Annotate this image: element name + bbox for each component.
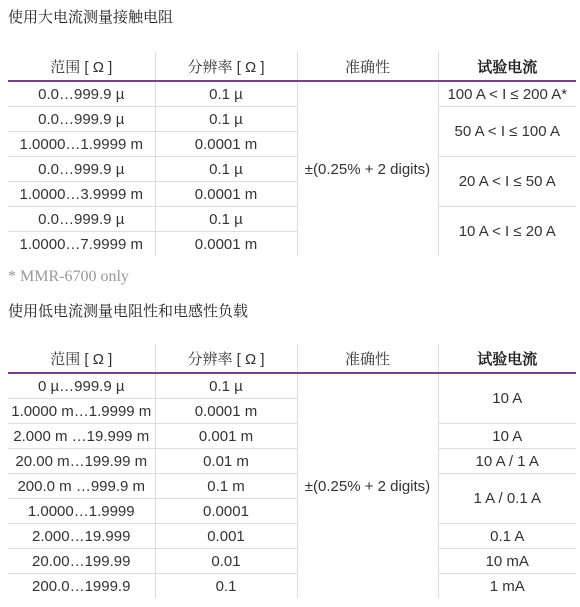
current-cell: 10 A: [438, 424, 576, 449]
current-cell: 100 A < I ≤ 200 A*: [438, 81, 576, 107]
contact-resistance-table: [8, 52, 576, 256]
current-cell: 20 A < I ≤ 50 A: [438, 157, 576, 207]
table-row: [8, 81, 576, 107]
table-row: [8, 524, 576, 549]
resolution-cell: 0.01 m: [155, 449, 297, 474]
resolution-cell: 0.0001 m: [155, 132, 297, 157]
range-cell: 2.000 m …19.999 m: [8, 424, 155, 449]
current-cell: 10 A / 1 A: [438, 449, 576, 474]
range-cell: 0.0…999.9 µ: [8, 107, 155, 132]
table-header-row: [8, 52, 576, 81]
resolution-cell: 0.001: [155, 524, 297, 549]
resolution-cell: 0.1 µ: [155, 81, 297, 107]
header-range: 范围 [ Ω ]: [8, 344, 155, 373]
table-row: [8, 449, 576, 474]
range-cell: 0.0…999.9 µ: [8, 207, 155, 232]
table2-title: 使用低电流测量电阻性和电感性负载: [8, 302, 249, 320]
current-cell: 0.1 A: [438, 524, 576, 549]
current-cell: 50 A < I ≤ 100 A: [438, 107, 576, 157]
resolution-cell: 0.1 µ: [155, 207, 297, 232]
current-cell: 1 A / 0.1 A: [438, 474, 576, 524]
range-cell: 0.0…999.9 µ: [8, 157, 155, 182]
accuracy-cell: ±(0.25% + 2 digits): [297, 373, 438, 598]
table-row: [8, 549, 576, 574]
header-accuracy: 准确性: [297, 344, 438, 373]
low-current-table: [8, 344, 576, 598]
resolution-cell: 0.0001 m: [155, 182, 297, 207]
table-row: [8, 207, 576, 232]
range-cell: 1.0000…1.9999 m: [8, 132, 155, 157]
range-cell: 1.0000 m…1.9999 m: [8, 399, 155, 424]
current-cell: 10 A < I ≤ 20 A: [438, 207, 576, 257]
resolution-cell: 0.0001 m: [155, 399, 297, 424]
header-test-current: 试验电流: [438, 344, 576, 373]
header-test-current: 试验电流: [438, 52, 576, 81]
resolution-cell: 0.1 µ: [155, 157, 297, 182]
resolution-cell: 0.1 µ: [155, 373, 297, 399]
current-cell: 10 A: [438, 373, 576, 424]
resolution-cell: 0.001 m: [155, 424, 297, 449]
resolution-cell: 0.1: [155, 574, 297, 599]
resolution-cell: 0.1 m: [155, 474, 297, 499]
table-row: [8, 574, 576, 599]
header-accuracy: 准确性: [297, 52, 438, 81]
table-header-row: [8, 344, 576, 373]
range-cell: 2.000…19.999: [8, 524, 155, 549]
resolution-cell: 0.1 µ: [155, 107, 297, 132]
table-row: [8, 474, 576, 499]
resolution-cell: 0.01: [155, 549, 297, 574]
table-row: [8, 424, 576, 449]
range-cell: 1.0000…1.9999: [8, 499, 155, 524]
range-cell: 0.0…999.9 µ: [8, 81, 155, 107]
range-cell: 200.0 m …999.9 m: [8, 474, 155, 499]
range-cell: 1.0000…7.9999 m: [19, 235, 143, 253]
table-row: [8, 373, 576, 399]
resolution-cell: 0.0001 m: [155, 232, 297, 257]
range-cell: 0 µ…999.9 µ: [8, 373, 155, 399]
header-resolution: 分辨率 [ Ω ]: [155, 52, 297, 81]
range-cell: 1.0000…3.9999 m: [8, 182, 155, 207]
header-range: 范围 [ Ω ]: [8, 52, 155, 81]
resolution-cell: 0.0001: [155, 499, 297, 524]
table-row: [8, 157, 576, 182]
accuracy-cell: ±(0.25% + 2 digits): [297, 81, 438, 256]
footnote: * MMR-6700 only: [8, 268, 129, 285]
table1-title: 使用大电流测量接触电阻: [8, 8, 174, 26]
header-resolution: 分辨率 [ Ω ]: [155, 344, 297, 373]
table-row: [8, 107, 576, 132]
current-cell: 10 mA: [438, 549, 576, 574]
range-cell: 20.00…199.99: [8, 549, 155, 574]
current-cell: 1 mA: [438, 574, 576, 599]
range-cell: 200.0…1999.9: [32, 577, 131, 595]
range-cell: 20.00 m…199.99 m: [8, 449, 155, 474]
